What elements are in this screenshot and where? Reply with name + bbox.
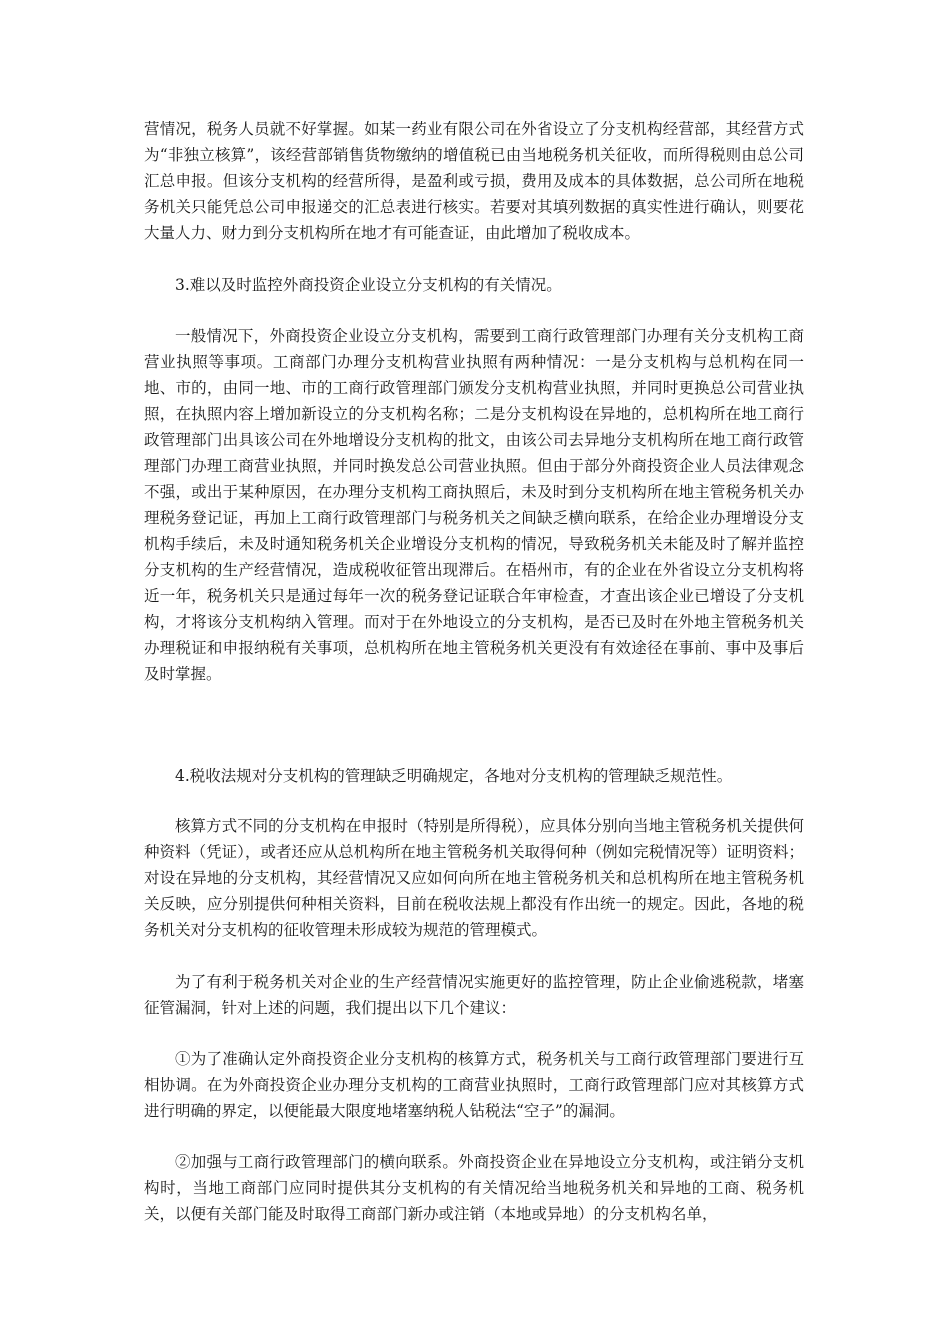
paragraph-4: 为了有利于税务机关对企业的生产经营情况实施更好的监控管理，防止企业偷逃税款，堵塞征管漏洞，针对上述的问题，我们提出以下几个建议： (144, 973, 804, 1017)
section-heading-3: 3.难以及时监控外商投资企业设立分支机构的有关情况。 (175, 276, 562, 294)
paragraph-2: 一般情况下，外商投资企业设立分支机构，需要到工商行政管理部门办理有关分支机构工商营业执照等事项。工商部门办理分支机构营业执照有两种情况：一是分支机构与总机构在同一地、市的，由同一地、市的工商行政管理部门颁发分支机构营业执照，并同时更换总公司营业执照，在执照内容上增加新设立的分支机构名称；二是分支机构设在异地的，总机构所在地工商行政管理部门出具该公司在外地增设分支机构的批文，由该公司去异地分支机构所在地工商行政管理部门办理工商营业执照，并同时换发总公司营业执照。但由于部分外商投资企业人员法律观念不强，或出于某种原因，在办理分支机构工商执照后，未及时到分支机构所在地主管税务机关办理税务登记证，再加上工商行政管理部门与税务机关之间缺乏横向联系，在给企业办理增设分支机构手续后，未及时通知税务机关企业增设分支机构的情况，导致税务机关未能及时了解并监控分支机构的生产经营情况，造成税收征管出现滞后。在梧州市，有的企业在外省设立分支机构将近一年，税务机关只是通过每年一次的税务登记证联合年审检查，才查出该企业已增设了分支机构，才将该分支机构纳入管理。而对于在外地设立的分支机构，是否已及时在外地主管税务机关办理税证和申报纳税有关事项，总机构所在地主管税务机关更没有有效途径在事前、事中及事后及时掌握。 (144, 327, 804, 683)
section-heading-4: 4.税收法规对分支机构的管理缺乏明确规定，各地对分支机构的管理缺乏规范性。 (175, 767, 733, 785)
paragraph-1: 营情况，税务人员就不好掌握。如某一药业有限公司在外省设立了分支机构经营部，其经营方式为“非独立核算”，该经营部销售货物缴纳的增值税已由当地税务机关征收，而所得税则由总公司汇总申报。但该分支机构的经营所得，是盈利或亏损，费用及成本的具体数据，总公司所在地税务机关只能凭总公司申报递交的汇总表进行核实。若要对其填列数据的真实性进行确认，则要花大量人力、财力到分支机构所在地才有可能查证，由此增加了税收成本。 (144, 120, 804, 242)
paragraph-3: 核算方式不同的分支机构在申报时（特别是所得税），应具体分别向当地主管税务机关提供何种资料（凭证），或者还应从总机构所在地主管税务机关取得何种（例如完税情况等）证明资料；对设在异地的分支机构，其经营情况又应如何向所在地主管税务机关和总机构所在地主管税务机关反映，应分别提供何种相关资料，目前在税收法规上都没有作出统一的规定。因此，各地的税务机关对分支机构的征收管理未形成较为规范的管理模式。 (144, 817, 804, 939)
suggestion-1: ①为了准确认定外商投资企业分支机构的核算方式，税务机关与工商行政管理部门要进行互相协调。在为外商投资企业办理分支机构的工商营业执照时，工商行政管理部门应对其核算方式进行明确的界定，以便能最大限度地堵塞纳税人钻税法“空子”的漏洞。 (144, 1050, 804, 1120)
suggestion-2: ②加强与工商行政管理部门的横向联系。外商投资企业在异地设立分支机构，或注销分支机构时，当地工商部门应同时提供其分支机构的有关情况给当地税务机关和异地的工商、税务机关，以便有关部门能及时取得工商部门新办或注销（本地或异地）的分支机构名单， (144, 1153, 804, 1223)
